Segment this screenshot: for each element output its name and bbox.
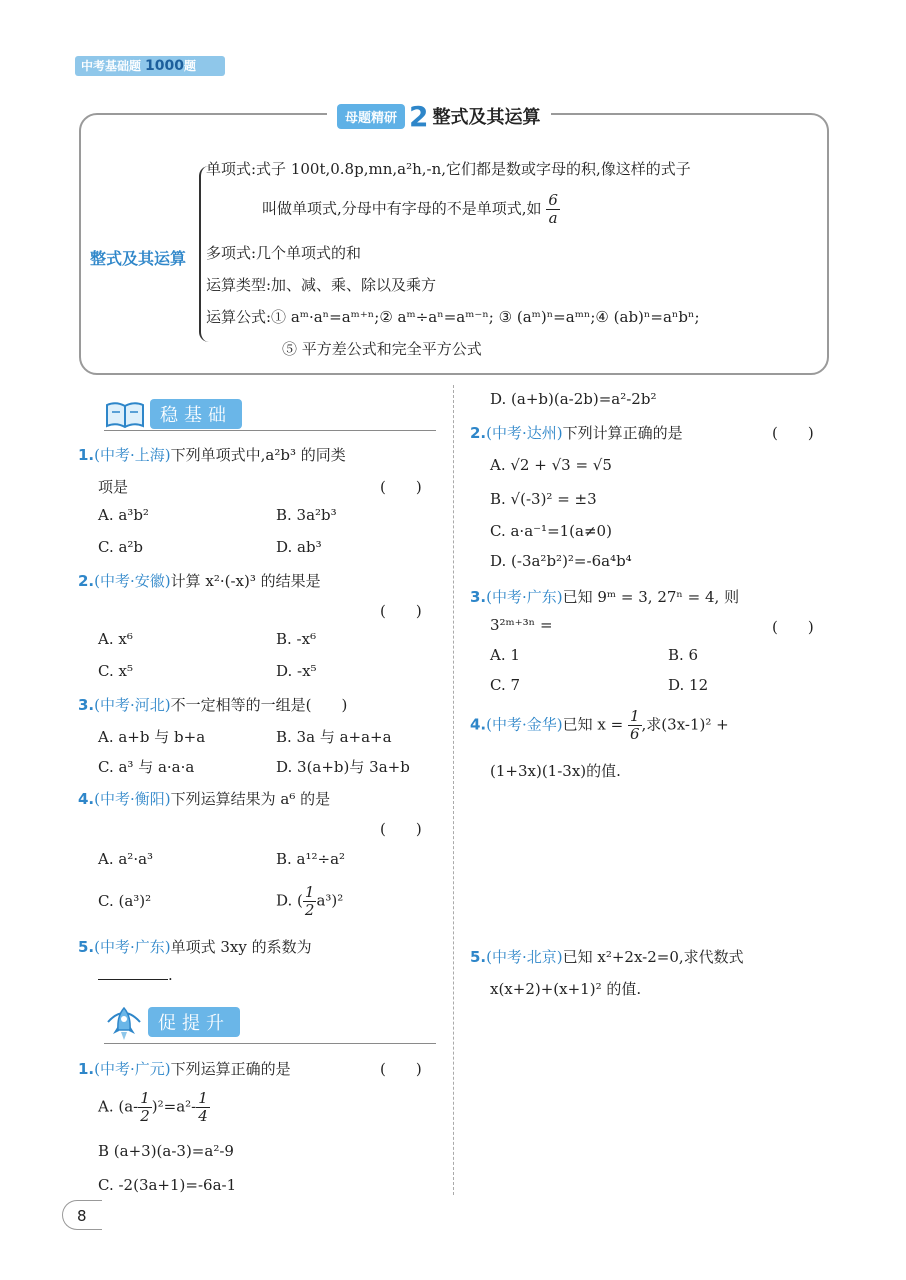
question-stem-2: (1+3x)(1-3x)的值. (490, 762, 621, 780)
option-a (98, 1090, 210, 1125)
fraction (196, 1090, 210, 1125)
blank-end: . (168, 966, 173, 984)
option-a-mid: )²=a²- (151, 1097, 197, 1116)
formula-5-line: ⑤ 平方差公式和完全平方公式 (282, 340, 482, 358)
question-source: (中考·安徽) (94, 572, 171, 590)
question-stem: 下列计算正确的是 (562, 424, 683, 442)
option-d: D. (-3a²b²)²=-6a⁴b⁴ (490, 552, 632, 570)
option-c: C. x⁵ (98, 662, 133, 680)
question-number: 1. (78, 1060, 95, 1078)
question-source: (中考·金华) (486, 715, 563, 734)
section-label: 稳基础 (150, 399, 242, 429)
question-source: (中考·广元) (94, 1060, 171, 1078)
option-b: B. -x⁶ (276, 630, 317, 648)
section-header-advance (104, 1002, 240, 1042)
question-r2 (470, 422, 683, 443)
question-r5 (470, 946, 744, 967)
topic-box-title (327, 100, 551, 132)
frac-num: 1 (304, 883, 315, 901)
column-divider (453, 385, 454, 1195)
question-source: (中考·达州) (486, 424, 563, 442)
question-number: 4. (470, 715, 487, 734)
frac-den: 2 (304, 901, 315, 919)
option-b: B. 3a 与 a+a+a (276, 728, 392, 746)
option-a: A. x⁶ (98, 630, 133, 648)
frac-num: 1 (198, 1089, 208, 1107)
question-number: 2. (470, 424, 487, 442)
formulas-line: 运算公式:① aᵐ·aⁿ=aᵐ⁺ⁿ;② aᵐ÷aⁿ=aᵐ⁻ⁿ; ③ (aᵐ)ⁿ=aᵐⁿ;④ (ab)ⁿ=aⁿbⁿ; (206, 308, 700, 326)
section-rule (104, 430, 436, 431)
mindmap-root: 整式及其运算 (90, 249, 187, 268)
fraction (628, 708, 642, 743)
question-source: (中考·广东) (94, 938, 171, 956)
topic-box (79, 113, 829, 375)
question-source: (中考·河北) (94, 696, 171, 714)
question-2 (78, 570, 321, 591)
frac-num: 6 (548, 191, 558, 209)
op-types-line: 运算类型:加、减、乘、除以及乘方 (206, 276, 437, 294)
option-d: D. -x⁵ (276, 662, 317, 680)
question-r4 (470, 708, 729, 743)
option-a: A. √2 + √3 = √5 (490, 456, 612, 474)
answer-blank[interactable] (98, 966, 173, 984)
adv-question-1 (78, 1058, 291, 1079)
question-stem-2: 3²ᵐ⁺³ⁿ = (490, 616, 553, 634)
option-c: C. -2(3a+1)=-6a-1 (98, 1176, 237, 1194)
series-unit: 题 (183, 59, 196, 73)
question-source: (中考·上海) (94, 446, 171, 464)
frac-den: 2 (140, 1107, 150, 1125)
fraction (138, 1090, 152, 1125)
fraction (546, 192, 560, 227)
question-source: (中考·北京) (486, 948, 563, 966)
option-d-continued: D. (a+b)(a-2b)=a²-2b² (490, 390, 657, 408)
question-source: (中考·衡阳) (94, 790, 171, 808)
polynomial-line: 多项式:几个单项式的和 (206, 244, 362, 262)
option-b: B. a¹²÷a² (276, 850, 346, 868)
question-number: 4. (78, 790, 95, 808)
monomial-text: 叫做单项式,分母中有字母的不是单项式,如 (262, 199, 542, 218)
option-c: C. (a³)² (98, 892, 152, 910)
question-stem: 单项式 3xy 的系数为 (170, 938, 312, 956)
question-1 (78, 444, 346, 465)
badge: 母题精研 (337, 104, 405, 129)
monomial-line-1: 单项式:式子 100t,0.8p,mn,a²h,-n,它们都是数或字母的积,像这样的式子 (206, 160, 691, 178)
frac-num: 1 (140, 1089, 150, 1107)
question-stem: 计算 x²·(-x)³ 的结果是 (170, 572, 321, 590)
option-d: D. 12 (668, 676, 709, 694)
question-stem-2: 项是 (98, 478, 129, 496)
option-c: C. a·a⁻¹=1(a≠0) (490, 522, 612, 540)
question-4 (78, 788, 330, 809)
topic-title: 整式及其运算 (432, 107, 541, 128)
question-number: 1. (78, 446, 95, 464)
series-name: 中考基础题 (81, 59, 142, 73)
option-d: D. ab³ (276, 538, 322, 556)
option-a-pre: A. (a- (98, 1097, 139, 1116)
book-icon (104, 399, 146, 429)
question-3 (78, 694, 347, 715)
frac-den: 4 (198, 1107, 208, 1125)
blank-line[interactable] (98, 979, 168, 980)
option-c: C. 7 (490, 676, 521, 694)
question-stem-post: ,求(3x-1)² + (641, 715, 729, 734)
answer-paren: ( ) (380, 478, 422, 496)
option-b: B (a+3)(a-3)=a²-9 (98, 1142, 234, 1160)
option-d: D. 3(a+b)与 3a+b (276, 758, 410, 776)
option-a: A. a²·a³ (98, 850, 154, 868)
answer-paren: ( ) (380, 1060, 422, 1078)
section-header-basic (104, 398, 242, 430)
option-d-pre: D. ( (276, 891, 303, 910)
question-stem: 不一定相等的一组是 (170, 696, 306, 714)
option-b: B. 6 (668, 646, 699, 664)
question-r3 (470, 586, 739, 607)
answer-paren: ( ) (772, 618, 814, 636)
answer-paren: ( ) (380, 820, 422, 838)
frac-den: 6 (629, 725, 640, 743)
page-number: 8 (62, 1200, 102, 1230)
question-stem: 已知 9ᵐ = 3, 27ⁿ = 4, 则 (562, 588, 740, 606)
option-b: B. 3a²b³ (276, 506, 337, 524)
answer-paren: ( ) (380, 602, 422, 620)
monomial-line-2 (262, 192, 560, 227)
question-stem: 已知 x²+2x-2=0,求代数式 (562, 948, 744, 966)
option-d (276, 884, 343, 919)
option-a: A. a+b 与 b+a (98, 728, 206, 746)
answer-paren: ( ) (305, 696, 348, 714)
badge-number: 2 (409, 99, 429, 133)
option-c: C. a³ 与 a·a·a (98, 758, 195, 776)
question-stem: 下列运算正确的是 (170, 1060, 291, 1078)
answer-paren: ( ) (772, 424, 814, 442)
question-stem: 下列单项式中,a²b³ 的同类 (170, 446, 346, 464)
option-d-post: a³)² (316, 891, 344, 910)
question-number: 3. (470, 588, 487, 606)
section-label: 促提升 (148, 1007, 240, 1037)
series-num: 1000 (145, 58, 184, 74)
question-number: 5. (78, 938, 95, 956)
question-source: (中考·广东) (486, 588, 563, 606)
rocket-icon (104, 1002, 144, 1042)
option-a: A. 1 (490, 646, 520, 664)
frac-num: 1 (629, 707, 640, 725)
series-tag (75, 56, 225, 76)
fraction (303, 884, 317, 919)
question-stem: 下列运算结果为 a⁶ 的是 (170, 790, 331, 808)
option-c: C. a²b (98, 538, 144, 556)
option-a: A. a³b² (98, 506, 149, 524)
question-stem-2: x(x+2)+(x+1)² 的值. (490, 980, 642, 998)
option-b: B. √(-3)² = ±3 (490, 490, 597, 508)
question-5 (78, 936, 312, 957)
question-number: 2. (78, 572, 95, 590)
question-number: 3. (78, 696, 95, 714)
question-stem: 已知 x = (562, 715, 624, 734)
frac-den: a (548, 209, 558, 227)
section-rule (104, 1043, 436, 1044)
question-number: 5. (470, 948, 487, 966)
